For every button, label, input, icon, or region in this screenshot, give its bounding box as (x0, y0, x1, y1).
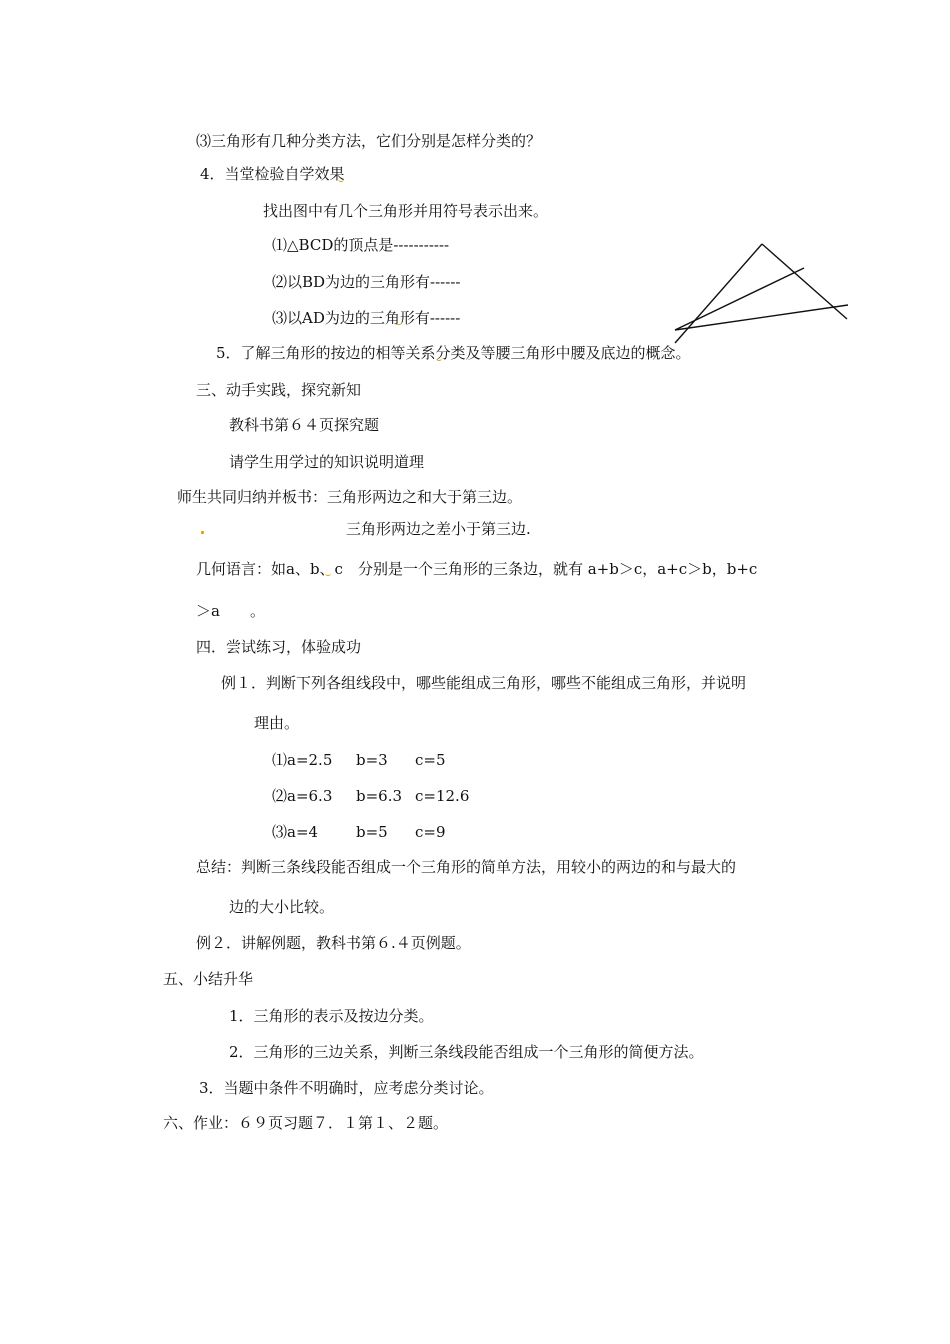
summary-item-2: 2．三角形的三边关系，判断三条线段能否组成一个三角形的简便方法。 (229, 1043, 704, 1061)
example-1-continued: 理由。 (254, 714, 300, 732)
item-a: ⑴a=2.5 (272, 751, 333, 769)
question-3: ⑶三角形有几种分类方法，它们分别是怎样分类的？ (196, 132, 542, 150)
board-rule-2: 三角形两边之差小于第三边. (346, 520, 531, 538)
section-4-try-heading: 四．尝试练习，体验成功 (196, 638, 362, 656)
mark (201, 531, 204, 534)
section-5-summary-heading: 五、小结升华 (163, 970, 254, 988)
example-1: 例１．判断下列各组线段中，哪些能组成三角形，哪些不能组成三角形，并说明 (221, 674, 747, 692)
item-b: b=3 (356, 751, 388, 769)
triangle-figure (670, 240, 860, 350)
summary-item-1: 1．三角形的表示及按边分类。 (229, 1007, 434, 1025)
geometry-language-line-1: 几何语言：如a、b、c 分别是一个三角形的三条边，就有 a+b＞c，a+c＞b，b+c (196, 560, 758, 578)
summary-line-2: 边的大小比较。 (229, 898, 335, 916)
example-2: 例２．讲解例题，教科书第６.４页例题。 (196, 934, 471, 952)
section-4-question-3: ⑶以AD为边的三角形有------ (272, 309, 461, 327)
item-c: c=5 (415, 751, 446, 769)
section-3-heading: 三、动手实践，探究新知 (196, 381, 362, 399)
section-4-question-2: ⑵以BD为边的三角形有------ (272, 273, 461, 291)
item-b: b=6.3 (356, 787, 403, 805)
geometry-language-line-2: ＞a 。 (196, 602, 265, 620)
board-rule-1: 师生共同归纳并板书：三角形两边之和大于第三边。 (177, 488, 523, 506)
item-c: c=12.6 (415, 787, 470, 805)
section-6-homework: 六、作业：６９页习题７．１第１、２题。 (163, 1114, 449, 1132)
summary-line-1: 总结：判断三条线段能否组成一个三角形的简单方法，用较小的两边的和与最大的 (196, 858, 737, 876)
section-4-intro: 找出图中有几个三角形并用符号表示出来。 (263, 202, 549, 220)
section-3-textbook: 教科书第６４页探究题 (229, 416, 380, 434)
item-a: ⑵a=6.3 (272, 787, 333, 805)
section-3-explain: 请学生用学过的知识说明道理 (229, 453, 425, 471)
section-4-question-1: ⑴△BCD的顶点是----------- (272, 236, 450, 254)
section-4-heading: 4．当堂检验自学效果 (200, 165, 345, 183)
summary-item-3: 3．当题中条件不明确时，应考虑分类讨论。 (199, 1079, 494, 1097)
item-c: c=9 (415, 823, 446, 841)
item-b: b=5 (356, 823, 388, 841)
section-5-heading: 5．了解三角形的按边的相等关系分类及等腰三角形中腰及底边的概念。 (216, 344, 691, 362)
item-a: ⑶a=4 (272, 823, 319, 841)
